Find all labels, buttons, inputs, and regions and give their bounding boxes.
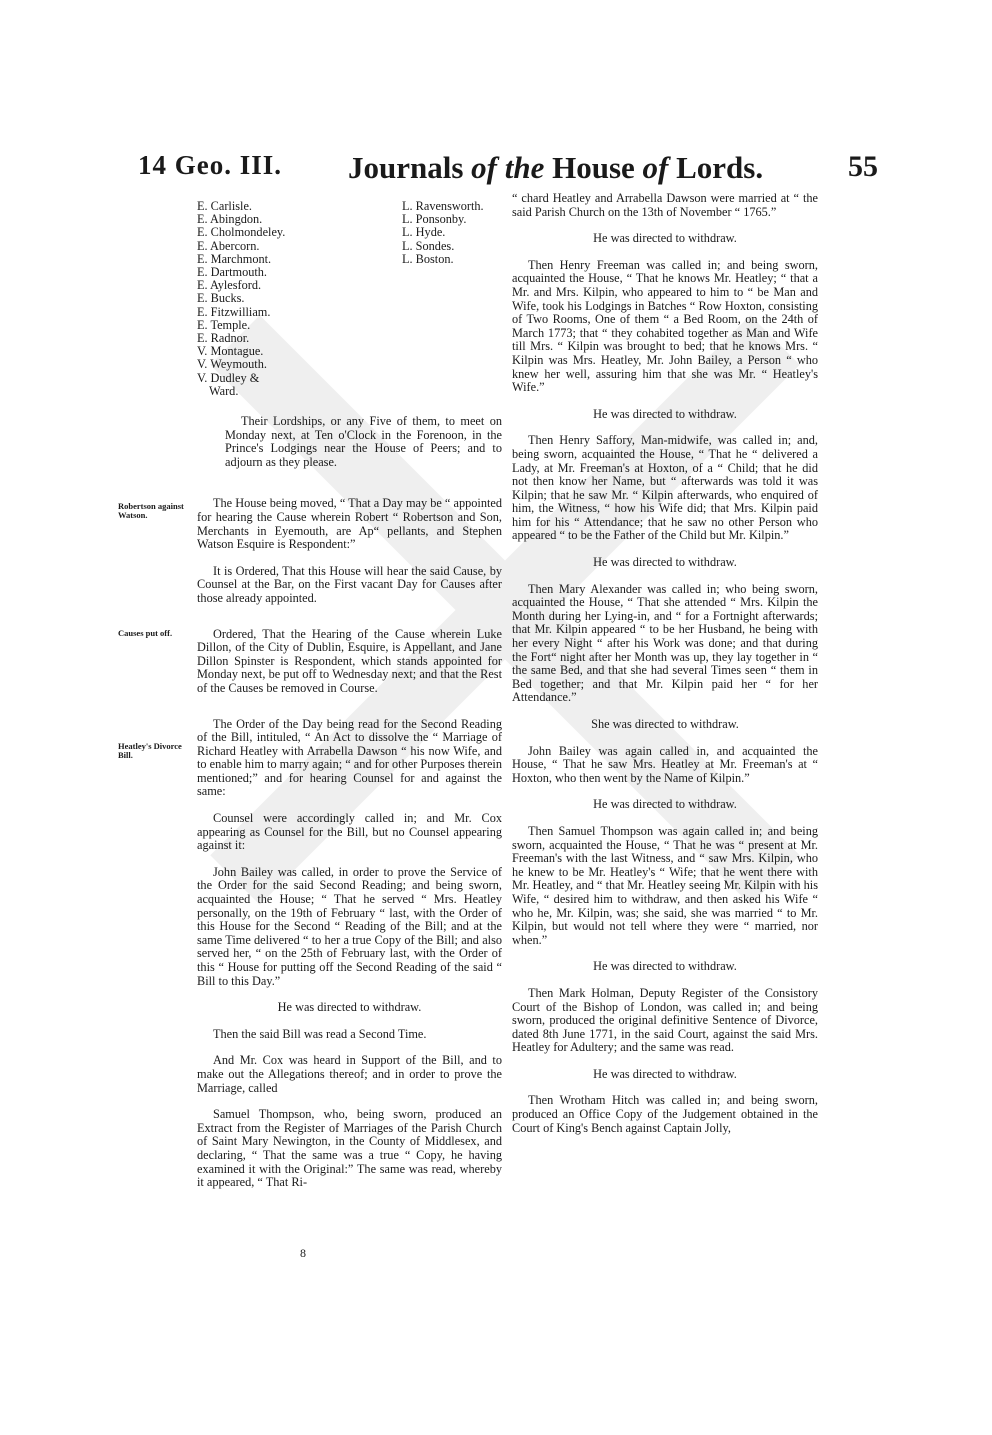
peer-name: L. Boston. [402, 251, 454, 266]
peer-name: L. Ravensworth. [402, 199, 484, 213]
paragraph: He was directed to withdraw. [593, 406, 737, 421]
paragraph: John Bailey was called, in order to prove the Service of the Order for the said Second Reading; and being sworn, acquainted the House; “ That he served “ Mrs. Heatley personally, on the 19th of February “ last, with the Order of this House for the Second “ Reading of the Bill; and at the same Time delivered “ to her a true Copy of the Bill; and also served her, “ on the 25th of February last, with the Order of this “ House for putting off the Second Reading of the said “ Bill to this Day.” [197, 864, 502, 988]
paragraph: He was directed to withdraw. [593, 1066, 737, 1081]
paragraph: The Order of the Day being read for the Second Reading of the Bill, intituled, “ An Act to dissolve the “ Marriage of Richard Heatley with Arrabella Dawson “ his now Wife, and to enable him to marry again; “ and for other Purposes therein mentioned;” and for hearing Counsel for and against the same: [197, 716, 502, 799]
paragraph: He was directed to withdraw. [593, 231, 737, 246]
peer-name: Ward. [209, 383, 239, 398]
page-header [138, 150, 878, 190]
peer-name: E. Carlisle. [197, 199, 252, 213]
margin-note-robertson: Robertson against Watson. [118, 501, 184, 520]
peer-name: L. Ponsonby. [402, 212, 467, 227]
paragraph: Then Samuel Thompson was again called in; and being sworn, acquainted the House, “ That he was “ present at Mr. Freeman's with the last Witness, and “ saw Mrs. Kilpin, who he knew to be Mr. Heatley's “ Wife; that he went there with Mr. Heatley, and “ that Mr. Heatley seeing Mr. Kilpin with his Wife, “ desired him to withdraw, and then asked his Wife “ who he, Mr. Kilpin, was; she said, she was married “ to Mr. Kilpin, but would not tell where they were “ married, nor when.” [512, 823, 818, 947]
paragraph: He was directed to withdraw. [277, 1000, 422, 1015]
paragraph: Ordered, That the Hearing of the Cause wherein Luke Dillon, of the City of Dublin, Esquire, is Appellant, and Jane Dillon Spinster is Respondent, which stands appointed for Monday next, be put off to Wednesday next; and that the Rest of the Causes be removed in Course. [197, 626, 502, 695]
paragraph: She was directed to withdraw. [591, 717, 739, 731]
peer-name: E. Temple. [197, 317, 251, 332]
journal-title: Journals of the House of Lords. [348, 150, 764, 185]
regnal-year: 14 Geo. III. [138, 150, 283, 180]
peers-list-earls [197, 200, 285, 398]
left-column [197, 415, 502, 1203]
paragraph: Then the said Bill was read a Second Time. [213, 1026, 427, 1041]
peer-name: E. Cholmondeley. [197, 225, 286, 240]
signature-mark: 8 [300, 1246, 306, 1260]
peer-name: L. Sondes. [402, 238, 455, 253]
paragraph: Then Wrotham Hitch was called in; and being sworn, produced an Office Copy of the Judgement obtained in the Court of King's Bench against Captain Jolly, [512, 1093, 818, 1135]
paragraph: It is Ordered, That this House will hear the said Cause, by Counsel at the Bar, on the First vacant Day for Causes after those already appointed. [197, 563, 502, 605]
peer-name: V. Montague. [197, 344, 264, 359]
peer-name: E. Bucks. [197, 291, 245, 306]
peer-name: E. Dartmouth. [197, 265, 268, 280]
peer-name: E. Abercorn. [197, 238, 260, 253]
paragraph: He was directed to withdraw. [593, 797, 737, 812]
peer-name: E. Aylesford. [197, 278, 262, 293]
paragraph: “ chard Heatley and Arrabella Dawson were married at “ the said Parish Church on the 13th of November “ 1765.” [512, 191, 818, 219]
paragraph: Their Lordships, or any Five of them, to meet on Monday next, at Ten o'Clock in the Forenoon, in the Prince's Lodgings near the House of Peers; and to adjourn as they please. [225, 414, 502, 469]
right-column [512, 192, 818, 1148]
paragraph: The House being moved, “ That a Day may be “ appointed for hearing the Cause wherein Robert “ Robertson and Son, Merchants in Eyemouth, are Ap“ pellants, and Stephen Watson Esquire is Respondent:” [197, 496, 502, 552]
paragraph: Then Henry Freeman was called in; and being sworn, acquainted the House, “ That he knows Mr. Heatley; “ that a Mr. and Mrs. Kilpin, who appeared to him to “ be Man and Wife, took his Lodgings in Batches “ Row Hoxton, consisting of Two Rooms, One of them “ a Bed Room, on the 24th of March 1773; that “ they cohabited together as Man and Wife till Mrs. “ Kilpin was brought to bed; that he knows Mrs. “ Kilpin was Mrs. Heatley, Mr. John Bailey, a Person “ who knew her well, assuring him that she was Mr. “ Heatley's Wife.” [512, 257, 818, 395]
paragraph: Counsel were accordingly called in; and Mr. Cox appearing as Counsel for the Bill, but no Counsel appearing against it: [197, 811, 502, 853]
paragraph: He was directed to withdraw. [593, 555, 737, 570]
peer-name: V. Dudley & [197, 370, 260, 385]
margin-note-causes: Causes put off. [118, 628, 173, 638]
paragraph: Samuel Thompson, who, being sworn, produced an Extract from the Register of Marriages of the Parish Church of Saint Mary Newington, in the County of Middlesex, and declaring, “ That the same was a true “ Copy, he having examined it with the Original:” The same was read, whereby it appeared, “ That Ri- [197, 1107, 502, 1190]
peer-name: E. Fitzwilliam. [197, 304, 271, 319]
paragraph: Then Henry Saffory, Man-midwife, was called in; and, being sworn, acquainted the House, “ That he “ delivered a Lady, at Mr. Freeman's at Hoxton, of a “ Child; that he did not then know her Name, but “ afterwards was told it was Kilpin; that he saw Mr. “ Kilpin afterwards, who enquired of him, the Witness, “ how his Wife did; that Mrs. Kilpin paid him for his “ Attendance; that he saw no other Person who appeared “ to be the Father of the Child but Mr. Kilpin.” [512, 433, 818, 543]
peer-name: E. Abingdon. [197, 212, 263, 227]
peer-name: V. Weymouth. [197, 357, 267, 372]
peer-name: E. Radnor. [197, 331, 250, 346]
peer-name: L. Hyde. [402, 225, 446, 240]
paragraph: He was directed to withdraw. [593, 959, 737, 974]
peer-name: E. Marchmont. [197, 251, 272, 266]
paragraph: Then Mark Holman, Deputy Register of the Consistory Court of the Bishop of London, was called in; and being sworn, produced the original definitive Sentence of Divorce, dated 8th June 1771, in the said Court, against the said Mrs. Heatley for Adultery; and the same was read. [512, 985, 818, 1055]
paragraph: John Bailey was again called in, and acquainted the House, “ That he saw Mrs. Heatley at Mr. Freeman's at “ Hoxton, who then went by the Name of Kilpin.” [512, 743, 818, 785]
paragraph: And Mr. Cox was heard in Support of the Bill, and to make out the Allegations thereof; and in order to prove the Marriage, called [197, 1053, 502, 1095]
page-number: 55 [848, 150, 878, 183]
peers-list-lords [402, 200, 484, 266]
margin-note-heatley: Heatley's Divorce Bill. [118, 741, 182, 760]
paragraph: Then Mary Alexander was called in; who being sworn, acquainted the House, “ That she attended “ Mrs. Kilpin the Month during her Lying-in, and “ for a Fortnight afterwards; that Mr. Kilpin appeared “ to be her Husband, he being with her every Night “ after his Work was done; and that during the Fort“ night after her Month was up, they lay together in “ the same Bed, and that she had several Times seen “ them in Bed together; and that Mr. Kilpin paid her “ for her Attendance.” [512, 581, 818, 705]
